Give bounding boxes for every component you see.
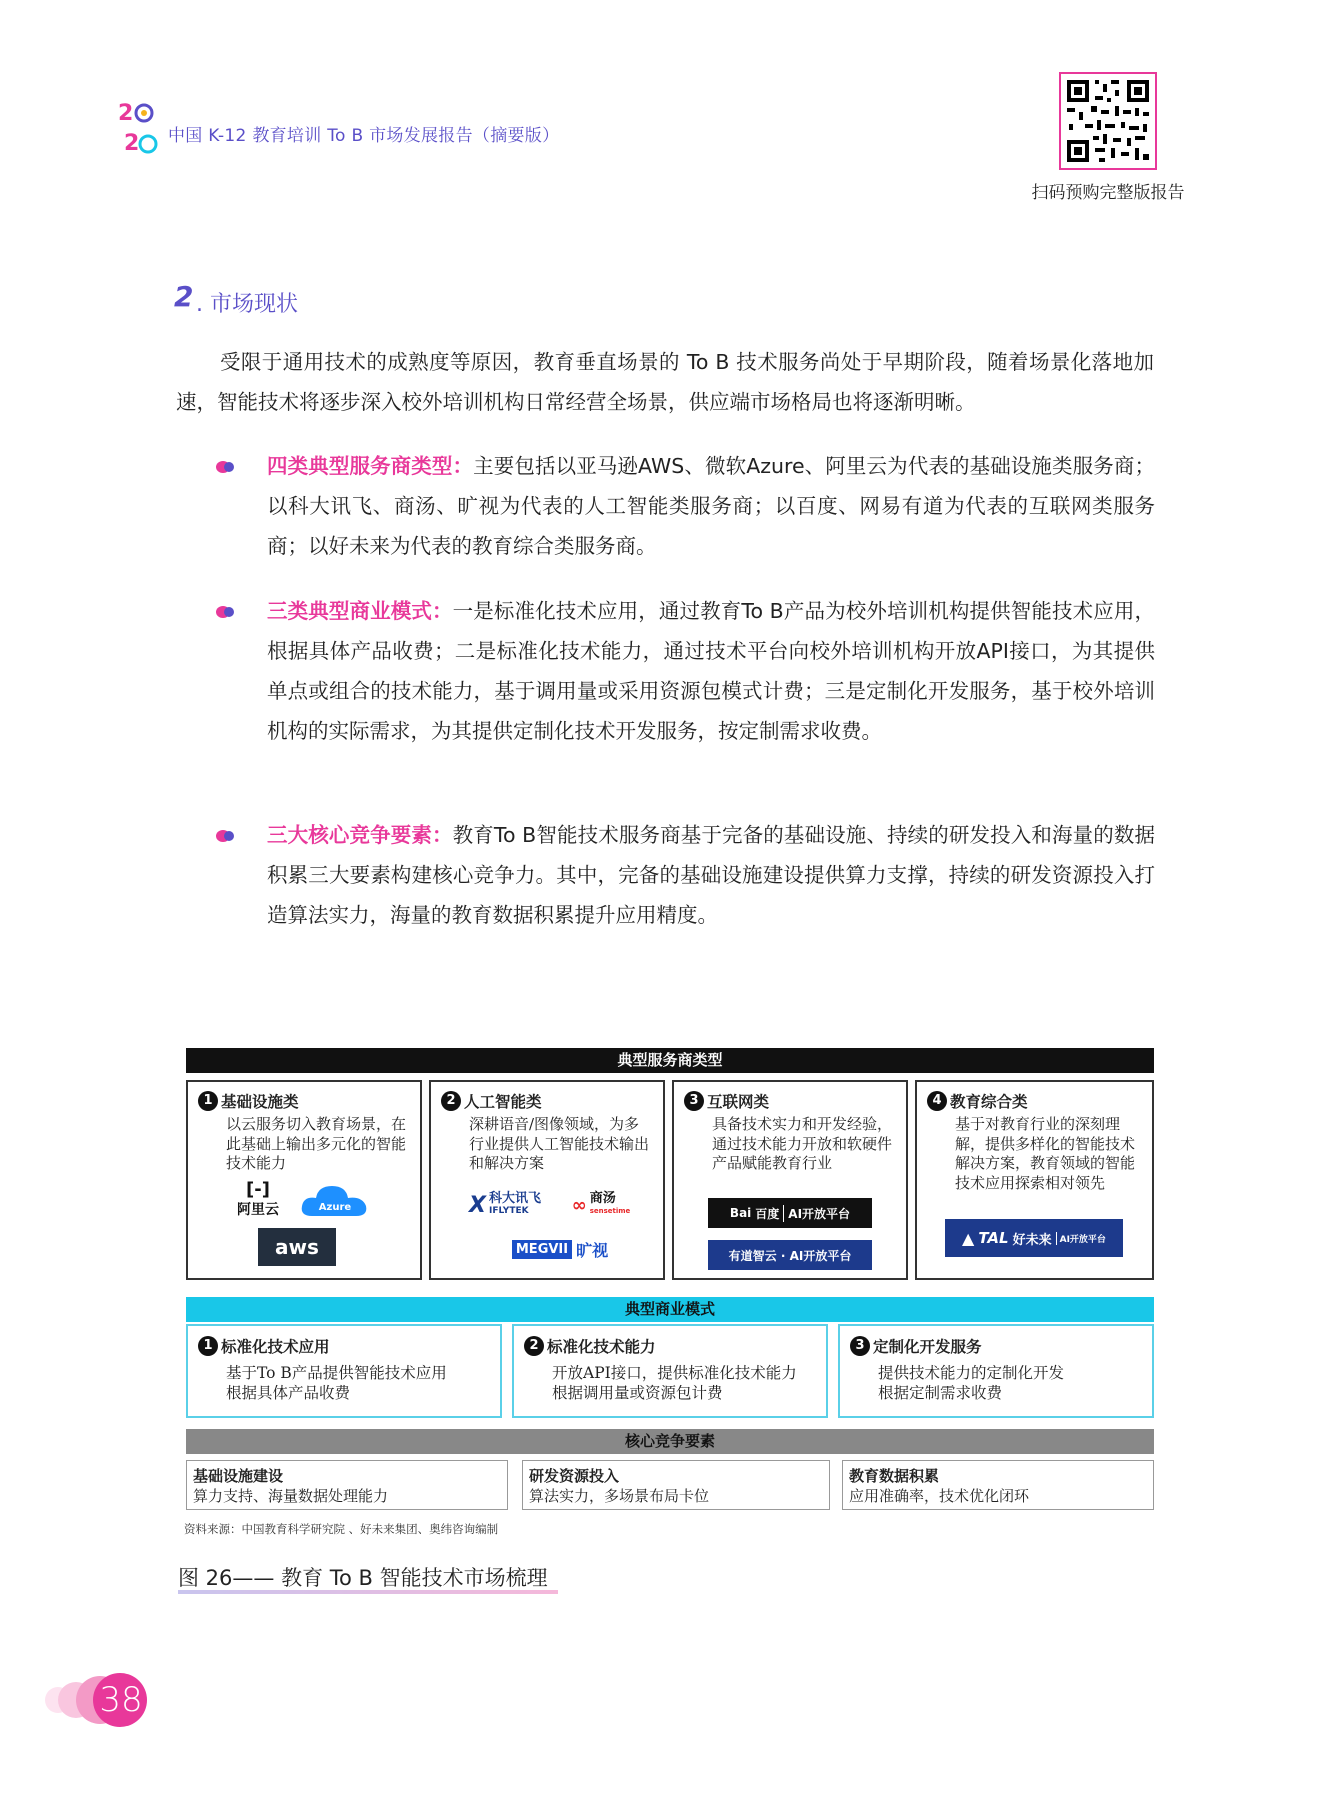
bullet-icon — [215, 827, 235, 839]
svg-text:2: 2 — [124, 131, 140, 156]
core-factors-bar: 核心竞争要素 — [186, 1429, 1154, 1454]
tal-logo: ▲ TAL 好未来 AI开放平台 — [945, 1219, 1123, 1257]
model-title: 3 定制化开发服务 — [850, 1335, 982, 1357]
bullet-body: 主要包括以亚马逊AWS、微软Azure、阿里云为代表的基础设施类服务商；以科大讯飞、商汤、旷视为代表的人工智能类服务商；以百度、网易有道为代表的互联网类服务商；以好未来为代表的教育综合类服务商。 — [267, 454, 1155, 558]
provider-desc: 深耕语音/图像领域，为多行业提供人工智能技术输出和解决方案 — [469, 1115, 650, 1172]
bullet-core-competitiveness — [267, 815, 1155, 935]
provider-desc: 基于对教育行业的深刻理解，提供多样化的智能技术解决方案，教育领域的智能技术应用探索相对领先 — [955, 1115, 1136, 1192]
market-diagram — [186, 1048, 1154, 1518]
intro-paragraph: 受限于通用技术的成熟度等原因，教育垂直场景的 To B 技术服务尚处于早期阶段，随着场景化落地加速，智能技术将逐步深入校外培训机构日常经营全场景，供应端市场格局也将逐渐明晰。 — [176, 350, 1154, 414]
svg-text:2: 2 — [118, 101, 134, 126]
bullet-body: 一是标准化技术应用，通过教育To B产品为校外培训机构提供智能技术应用，根据具体产品收费；二是标准化技术能力，通过技术平台向校外培训机构开放API接口，为其提供单点或组合的技术能力，基于调用量或采用资源包模式计费；三是定制化开发服务，基于校外培训机构的实际需求，为其提供定制化技术开发服务，按定制需求收费。 — [267, 599, 1156, 743]
core-desc: 应用准确率，技术优化闭环 — [849, 1487, 1030, 1505]
provider-desc: 具备技术实力和开发经验，通过技术能力开放和软硬件产品赋能教育行业 — [712, 1115, 893, 1172]
provider-title: 2 人工智能类 — [441, 1090, 542, 1112]
svg-text:Azure: Azure — [318, 1202, 352, 1213]
core-title: 教育数据积累 — [849, 1467, 940, 1485]
bullet-business-models — [267, 591, 1155, 751]
figure-caption: 图 26—— 教育 To B 智能技术市场梳理 — [178, 1566, 548, 1590]
bullet-keyword: 三大核心竞争要素： — [267, 823, 453, 847]
provider-desc: 以云服务切入教育场景，在此基础上输出多元化的智能技术能力 — [226, 1115, 407, 1172]
business-models-bar: 典型商业模式 — [186, 1297, 1154, 1322]
youdao-ai-logo: 有道智云 · AI开放平台 — [708, 1240, 872, 1270]
model-desc: 提供技术能力的定制化开发 根据定制需求收费 — [878, 1364, 1065, 1402]
baidu-ai-logo: Bai 百度 AI开放平台 — [708, 1198, 872, 1228]
iflytek-logo: X 科大讯飞 IFLYTEK — [469, 1191, 541, 1218]
bullet-body: 教育To B智能技术服务商基于完备的基础设施、持续的研发投入和海量的数据积累三大要素构建核心竞争力。其中，完备的基础设施建设提供算力支撑，持续的研发资源投入打造算法实力，海量的教育数据积累提升应用精度。 — [267, 823, 1156, 927]
sensetime-logo: ∞ 商汤 sensetime — [571, 1191, 631, 1216]
provider-title: 1 基础设施类 — [198, 1090, 299, 1112]
page-number-badge — [44, 1670, 154, 1730]
provider-cell-education — [915, 1080, 1154, 1280]
core-desc: 算力支持、海量数据处理能力 — [193, 1487, 389, 1505]
provider-cell-infrastructure — [186, 1080, 422, 1280]
core-title: 研发资源投入 — [529, 1467, 620, 1485]
section-title: . 市场现状 — [196, 292, 298, 317]
model-cell-standard-capability — [512, 1324, 828, 1418]
provider-cell-internet — [672, 1080, 908, 1280]
core-cell-rd — [522, 1460, 830, 1510]
bullet-provider-types — [267, 446, 1155, 566]
provider-title: 4 教育综合类 — [927, 1090, 1028, 1112]
core-cell-infrastructure — [186, 1460, 508, 1510]
section-number: 2 — [174, 280, 194, 313]
model-title: 2 标准化技术能力 — [524, 1335, 656, 1357]
bullet-keyword: 三类典型商业模式： — [267, 599, 453, 623]
aws-logo: aws — [258, 1228, 336, 1266]
model-desc: 基于To B产品提供智能技术应用 根据具体产品收费 — [226, 1364, 447, 1402]
core-desc: 算法实力，多场景布局卡位 — [529, 1487, 710, 1505]
qr-caption: 扫码预购完整版报告 — [1031, 183, 1185, 203]
model-cell-custom-development — [838, 1324, 1154, 1418]
diagram-source: 资料来源：中国教育科学研究院 、好未来集团、奥纬咨询编制 — [184, 1522, 499, 1536]
model-desc: 开放API接口，提供标准化技术能力 根据调用量或资源包计费 — [552, 1364, 797, 1402]
bullet-icon — [215, 603, 235, 615]
core-cell-data — [842, 1460, 1154, 1510]
megvii-logo: MEGVII 旷视 — [505, 1234, 615, 1264]
model-cell-standard-application — [186, 1324, 502, 1418]
year-2020-logo — [118, 98, 160, 160]
report-header-title: 中国 K-12 教育培训 To B 市场发展报告（摘要版） — [168, 126, 560, 146]
caption-underline — [178, 1590, 558, 1594]
provider-cell-ai — [429, 1080, 665, 1280]
provider-title: 3 互联网类 — [684, 1090, 769, 1112]
azure-logo — [300, 1182, 370, 1220]
bullet-keyword: 四类典型服务商类型： — [267, 454, 474, 478]
model-title: 1 标准化技术应用 — [198, 1335, 330, 1357]
bullet-icon — [215, 458, 235, 470]
core-title: 基础设施建设 — [193, 1467, 284, 1485]
provider-types-bar: 典型服务商类型 — [186, 1048, 1154, 1073]
qr-code[interactable] — [1059, 72, 1157, 170]
page-number: 38 — [99, 1680, 143, 1720]
aliyun-logo: [-] 阿里云 — [237, 1179, 279, 1218]
